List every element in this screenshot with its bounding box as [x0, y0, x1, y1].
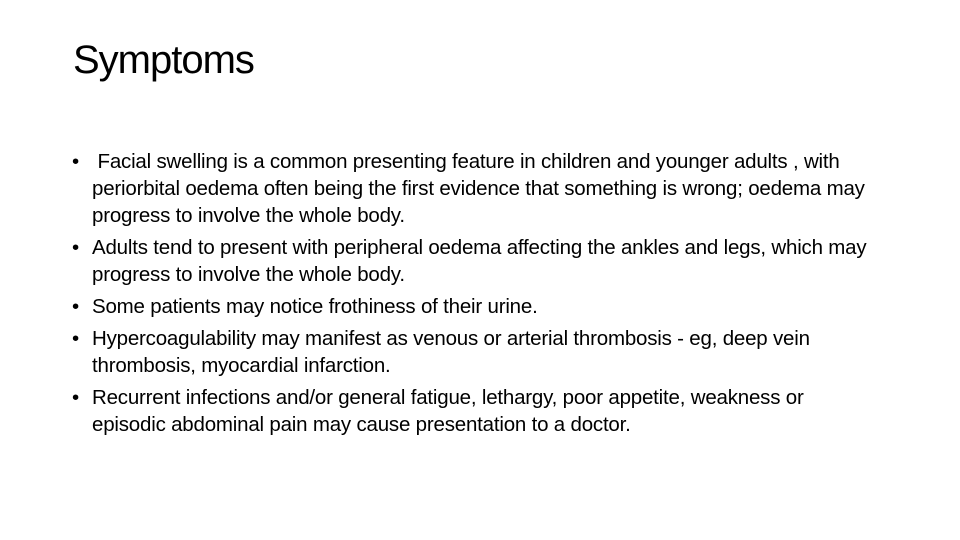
bullet-marker: •	[72, 150, 79, 173]
slide-title: Symptoms	[73, 38, 254, 82]
bullet-text: Recurrent infections and/or general fatigue, lethargy, poor appetite, weakness or episodic abdominal pain may cause presentation to a doctor.	[92, 386, 804, 436]
bullet-item-facial-swelling	[72, 148, 882, 229]
bullet-text: Facial swelling is a common presenting feature in children and younger adults , with periorbital oedema often being the first evidence that something is wrong; oedema may progress to involve the whole body.	[92, 150, 871, 227]
bullet-list	[72, 148, 882, 443]
bullet-text: Adults tend to present with peripheral oedema affecting the ankles and legs, which may progress to involve the whole body.	[92, 236, 867, 286]
bullet-marker: •	[72, 236, 79, 259]
bullet-marker: •	[72, 295, 79, 318]
bullet-text: Hypercoagulability may manifest as venous or arterial thrombosis - eg, deep vein thrombosis, myocardial infarction.	[92, 327, 810, 377]
bullet-item-peripheral-oedema	[72, 234, 882, 288]
bullet-text: Some patients may notice frothiness of their urine.	[92, 295, 538, 318]
bullet-marker: •	[72, 327, 79, 350]
bullet-item-hypercoagulability	[72, 325, 882, 379]
bullet-marker: •	[72, 386, 79, 409]
bullet-item-frothy-urine	[72, 293, 882, 320]
bullet-item-recurrent-infections	[72, 384, 882, 438]
